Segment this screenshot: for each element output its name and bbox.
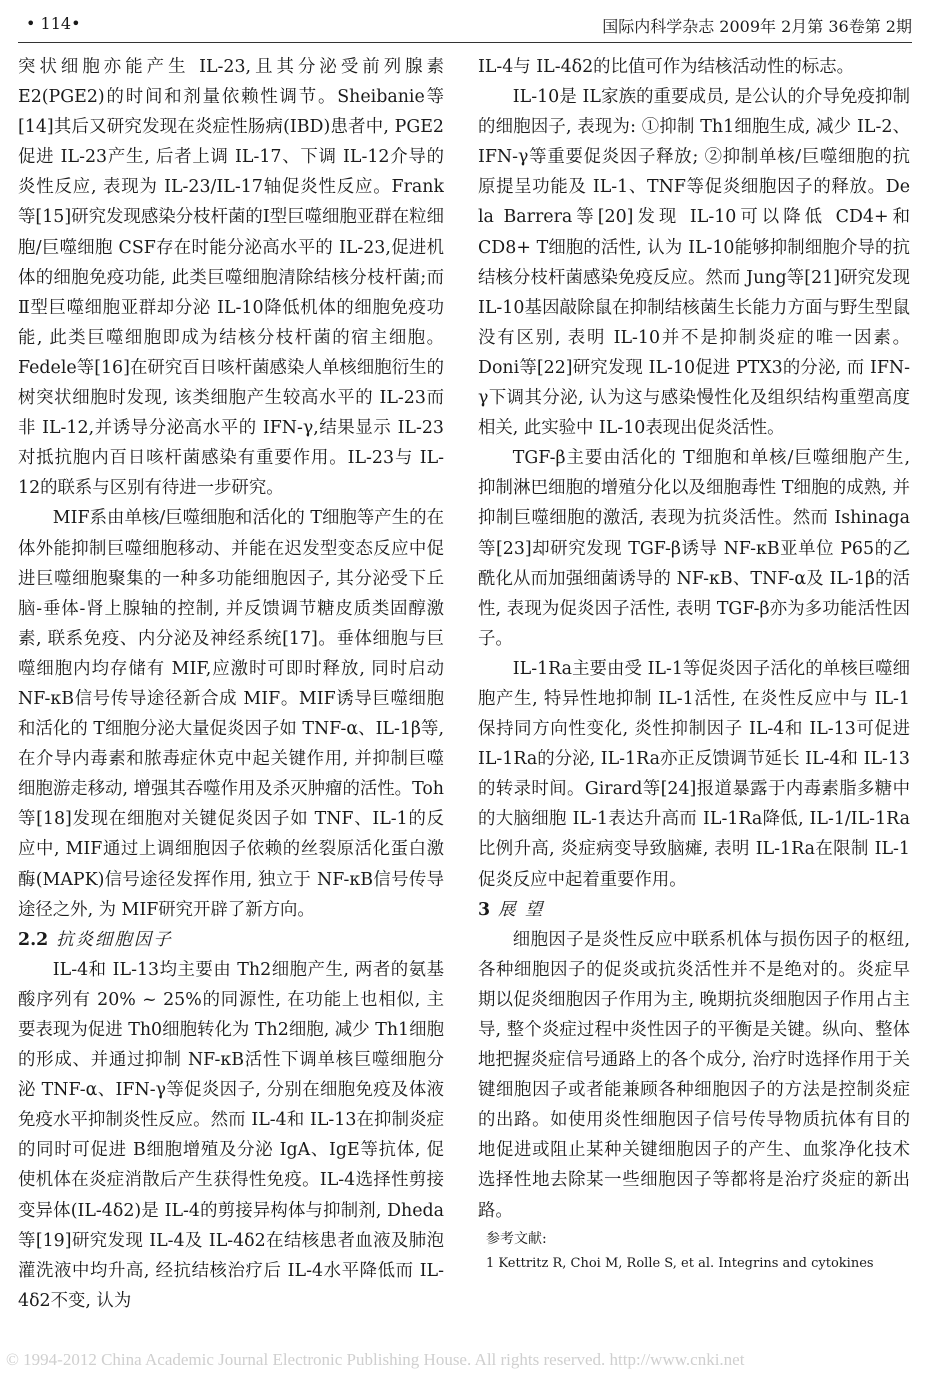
section-heading <box>478 895 910 925</box>
copyright-watermark: © 1994-2012 China Academic Journal Electronic Publishing House. All rights reserved. http://www.cnki.net <box>6 1350 745 1369</box>
paragraph: IL-1Ra主要由受 IL-1等促炎因子活化的单核巨噬细胞产生, 特异性地抑制 IL-1活性, 在炎性反应中与 IL-1保持同方向性变化, 炎性抑制因子 IL-4和 IL-13可促进 IL-1Ra的分泌, IL-1Ra亦正反馈调节延长 IL-4和 IL-13的转录时间。Girard等[24]报道暴露于内毒素脂多糖中的大脑细胞 IL-1表达升高而 IL-1Ra降低, IL-1/IL-1Ra比例升高, 炎症病变导致脑瘫, 表明 IL-1Ra在限制 IL-1促炎反应中起着重要作用。 <box>478 658 910 890</box>
paragraph: 细胞因子是炎性反应中联系机体与损伤因子的枢纽, 各种细胞因子的促炎或抗炎活性并不是绝对的。炎症早期以促炎细胞因子作用为主, 晚期抗炎细胞因子作用占主导, 整个炎症过程中炎性因子的平衡是关键。纵向、整体地把握炎症信号通路上的各个成分, 治疗时选择作用于关键细胞因子或者能兼顾各种细胞因子的方法是控制炎症的出路。如使用炎性细胞因子信号传导物质抗体有目的地促进或阻止某种关键细胞因子的产生、血浆净化技术选择性地去除某一些细胞因子等都将是治疗炎症的新出路。 <box>478 929 910 1221</box>
paragraph: IL-4与 IL-4δ2的比值可作为结核活动性的标志。 <box>478 57 855 77</box>
journal-info: 国际内科学杂志 2009年 2月第 36卷第 2期 <box>602 17 912 36</box>
page-header <box>0 0 950 44</box>
section-number: 2.2 <box>18 929 49 950</box>
section-number: 3 <box>478 899 491 920</box>
paragraph: IL-10是 IL家族的重要成员, 是公认的介导免疫抑制的细胞因子, 表现为: ①抑制 Th1细胞生成, 减少 IL-2、IFN-γ等重要促炎因子释放; ②抑制单核/巨噬细胞的抗原提呈功能及 IL-1、TNF等促炎细胞因子的释放。De la Barrera等[20]发现 IL-10可以降低 CD4+和 CD8+ T细胞的活性, 认为 IL-10能够抑制细胞介导的抗结核分枝杆菌感染免疫反应。然而 Jung等[21]研究发现 IL-10基因敲除鼠在抑制结核菌生长能力方面与野生型鼠没有区别, 表明 IL-10并不是抑制炎症的唯一因素。Doni等[22]研究发现 IL-10促进 PTX3的分泌, 而 IFN-γ下调其分泌, 认为这与感染慢性化及组织结构重塑高度相关, 此实验中 IL-10表现出促炎活性。 <box>478 87 910 439</box>
left-column <box>18 52 444 1357</box>
references-title: 参考文献: <box>486 1230 547 1247</box>
header-rule <box>18 42 912 43</box>
paragraph: IL-4和 IL-13均主要由 Th2细胞产生, 两者的氨基酸序列有 20% ~ 25%的同源性, 在功能上也相似, 主要表现为促进 Th0细胞转化为 Th2细胞, 减少 Th1细胞的形成、并通过抑制 NF-κB活性下调单核巨噬细胞分泌 TNF-α、IFN-γ等促炎因子, 分别在细胞免疫及体液免疫水平抑制炎性反应。然而 IL-4和 IL-13在抑制炎症的同时可促进 B细胞增殖及分泌 IgA、IgE等抗体, 促使机体在炎症消散后产生获得性免疫。IL-4选择性剪接变异体(IL-4δ2)是 IL-4的剪接异构体与抑制剂, Dheda等[19]研究发现 IL-4及 IL-4δ2在结核患者血液及肺泡灌洗液中均升高, 经抗结核治疗后 IL-4水平降低而 IL-4δ2不变, 认为 <box>18 959 444 1311</box>
section-title: 展 望 <box>498 899 545 920</box>
paragraph: MIF系由单核/巨噬细胞和活化的 T细胞等产生的在体外能抑制巨噬细胞移动、并能在迟发型变态反应中促进巨噬细胞聚集的一种多功能细胞因子, 其分泌受下丘脑-垂体-肾上腺轴的控制, 并反馈调节糖皮质类固醇激素, 联系免疫、内分泌及神经系统[17]。垂体细胞与巨噬细胞内均存储有 MIF,应激时可即时释放, 同时启动 NF-κB信号传导途径新合成 MIF。MIF诱导巨噬细胞和活化的 T细胞分泌大量促炎因子如 TNF-α、IL-1β等, 在介导内毒素和脓毒症休克中起关键作用, 并抑制巨噬细胞游走移动, 增强其吞噬作用及杀灭肿瘤的活性。Toh等[18]发现在细胞对关键促炎因子如 TNF、IL-1的反应中, MIF通过上调细胞因子依赖的丝裂原活化蛋白激酶(MAPK)信号途径发挥作用, 独立于 NF-κB信号传导途径之外, 为 MIF研究开辟了新方向。 <box>18 508 444 920</box>
paragraph: TGF-β主要由活化的 T细胞和单核/巨噬细胞产生, 抑制淋巴细胞的增殖分化以及细胞毒性 T细胞的成熟, 并抑制巨噬细胞的激活, 表现为抗炎活性。然而 Ishinaga等[23]却研究发现 TGF-β诱导 NF-κB亚单位 P65的乙酰化从而加强细菌诱导的 NF-κB、TNF-α及 IL-1β的活性, 表现为促炎因子活性, 表明 TGF-β亦为多功能活性因子。 <box>478 448 910 649</box>
page-number: • 114• <box>26 14 81 33</box>
section-title: 抗炎细胞因子 <box>56 929 173 950</box>
section-heading <box>18 925 444 955</box>
right-column <box>478 52 910 1362</box>
reference-item: 1 Kettritz R, Choi M, Rolle S, et al. Integrins and cytokines <box>486 1255 874 1271</box>
paragraph: 突状细胞亦能产生 IL-23,且其分泌受前列腺素 E2(PGE2)的时间和剂量依赖性调节。Sheibanie等[14]其后又研究发现在炎症性肠病(IBD)患者中, PGE2促进 IL-23产生, 后者上调 IL-17、下调 IL-12介导的炎性反应, 表现为 IL-23/IL-17轴促炎性反应。Frank等[15]研究发现感染分枝杆菌的Ⅰ型巨噬细胞亚群在粒细胞/巨噬细胞 CSF存在时能分泌高水平的 IL-23,促进机体的细胞免疫功能, 此类巨噬细胞清除结核分枝杆菌;而Ⅱ型巨噬细胞亚群却分泌 IL-10降低机体的细胞免疫功能, 此类巨噬细胞即成为结核分枝杆菌的宿主细胞。Fedele等[16]在研究百日咳杆菌感染人单核细胞衍生的树突状细胞时发现, 该类细胞产生较高水平的 IL-23而非 IL-12,并诱导分泌高水平的 IFN-γ,结果显示 IL-23对抵抗胞内百日咳杆菌感染有重要作用。IL-23与 IL-12的联系与区别有待进一步研究。 <box>18 57 444 499</box>
